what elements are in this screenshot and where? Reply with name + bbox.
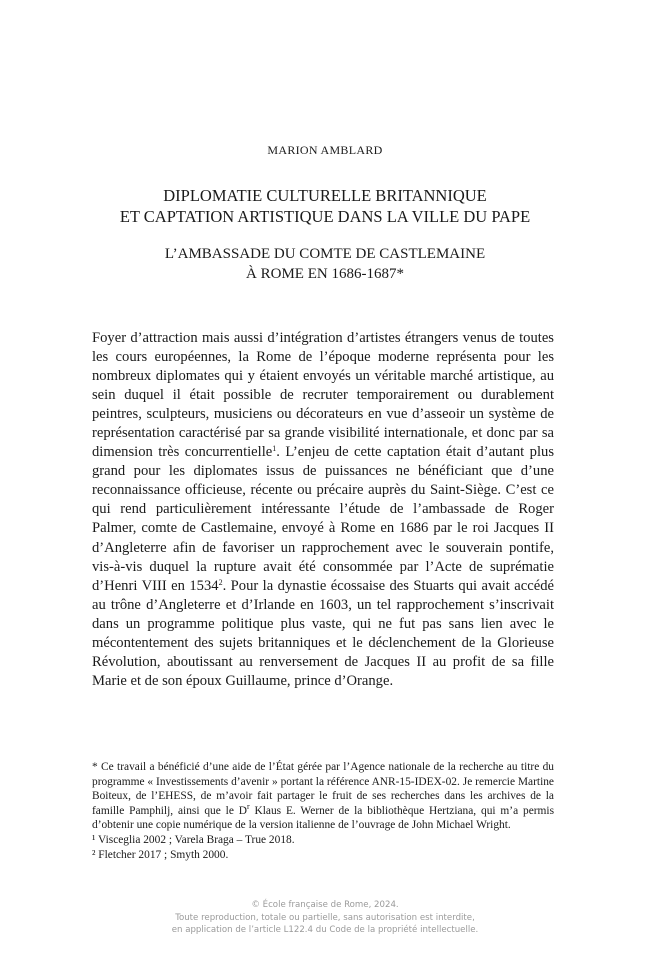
footnotes [92, 760, 554, 862]
copyright-line-3: en application de l’article L122.4 du Code de la propriété intellectuelle. [171, 925, 479, 935]
footnote-star-superscript: r [246, 801, 250, 811]
copyright-line-2: Toute reproduction, totale ou partielle, sans autorisation est interdite, [175, 912, 475, 923]
article-title [60, 185, 590, 227]
article-subtitle [60, 244, 590, 284]
author-name: MARION AMBLARD [267, 143, 383, 157]
body-text-part-3: . Pour la dynastie écossaise des Stuarts qui avait accédé au trône d’Angleterre et d’Irlande en 1603, un tel rapprochement s’inscrivait dans un programme politique plus vaste, qui ne fut pas sans lien avec le mécontentement des sujets britanniques et le déclenchement de la Glorieuse Révolution, aboutissant au renversement de Jacques II au profit de sa fille Marie et de son époux Guillaume, prince d’Orange. [92, 577, 554, 689]
title-line-2: ET CAPTATION ARTISTIQUE DANS LA VILLE DU PAPE [119, 207, 531, 226]
body-paragraph [92, 329, 554, 691]
footnote-ref-2: 2 [218, 577, 223, 587]
footnote-star-text-2: Klaus E. Werner de la bibliothèque Hertziana, qui m’a permis d’obtenir une copie numérique de la version italienne de l’ouvrage de John Michael Wright. [92, 804, 554, 832]
copyright-notice [0, 899, 650, 937]
footnote-star [92, 760, 554, 833]
subtitle-line-1: L’AMBASSADE DU COMTE DE CASTLEMAINE [164, 246, 486, 262]
footnote-star-text-1: * Ce travail a bénéficié d’une aide de l’État gérée par l’Agence nationale de la recherche au titre du programme « Investissements d’avenir » portant la référence ANR-15-IDEX-02. Je remercie Martine Boiteux, de l’EHESS, de m’avoir fait partager le fruit de ses recherches dans les archives de la famille Pamphilj, ainsi que le D [92, 761, 554, 817]
footnote-ref-1: 1 [272, 444, 277, 454]
body-text-part-2: . L’enjeu de cette captation était d’autant plus grand pour les diplomates issus de puissances ne bénéficiant que d’une reconnaissance officieuse, récente ou précaire auprès du Saint-Siège. C’est ce qui rend particulièrement intéressante l’étude de l’ambassade de Roger Palmer, comte de Castlemaine, envoyé à Rome en 1686 par le roi Jacques II d’Angleterre afin de favoriser un rapprochement avec le souverain pontife, vis-à-vis duquel la rupture avait été consommée par l’Acte de suprématie d’Henri VIII en 1534 [92, 444, 554, 594]
title-line-1: DIPLOMATIE CULTURELLE BRITANNIQUE [163, 186, 487, 205]
subtitle-line-2: À ROME EN 1686-1687* [246, 266, 404, 282]
footnote-2: ² Fletcher 2017 ; Smyth 2000. [92, 848, 229, 861]
body-text-part-1: Foyer d’attraction mais aussi d’intégration d’artistes étrangers venus de toutes les cours européennes, la Rome de l’époque moderne représenta pour les nombreux diplomates qui y étaient envoyés un véritable marché artistique, au sein duquel il était possible de recruter temporairement ou durablement peintres, sculpteurs, musiciens ou décorateurs en vue d’asseoir un système de représentation caractérisé par sa grande visibilité internationale, et donc par sa dimension très concurrentielle [92, 330, 554, 461]
footnote-1: ¹ Visceglia 2002 ; Varela Braga – True 2018. [92, 833, 295, 846]
copyright-line-1: © École française de Rome, 2024. [251, 900, 399, 910]
